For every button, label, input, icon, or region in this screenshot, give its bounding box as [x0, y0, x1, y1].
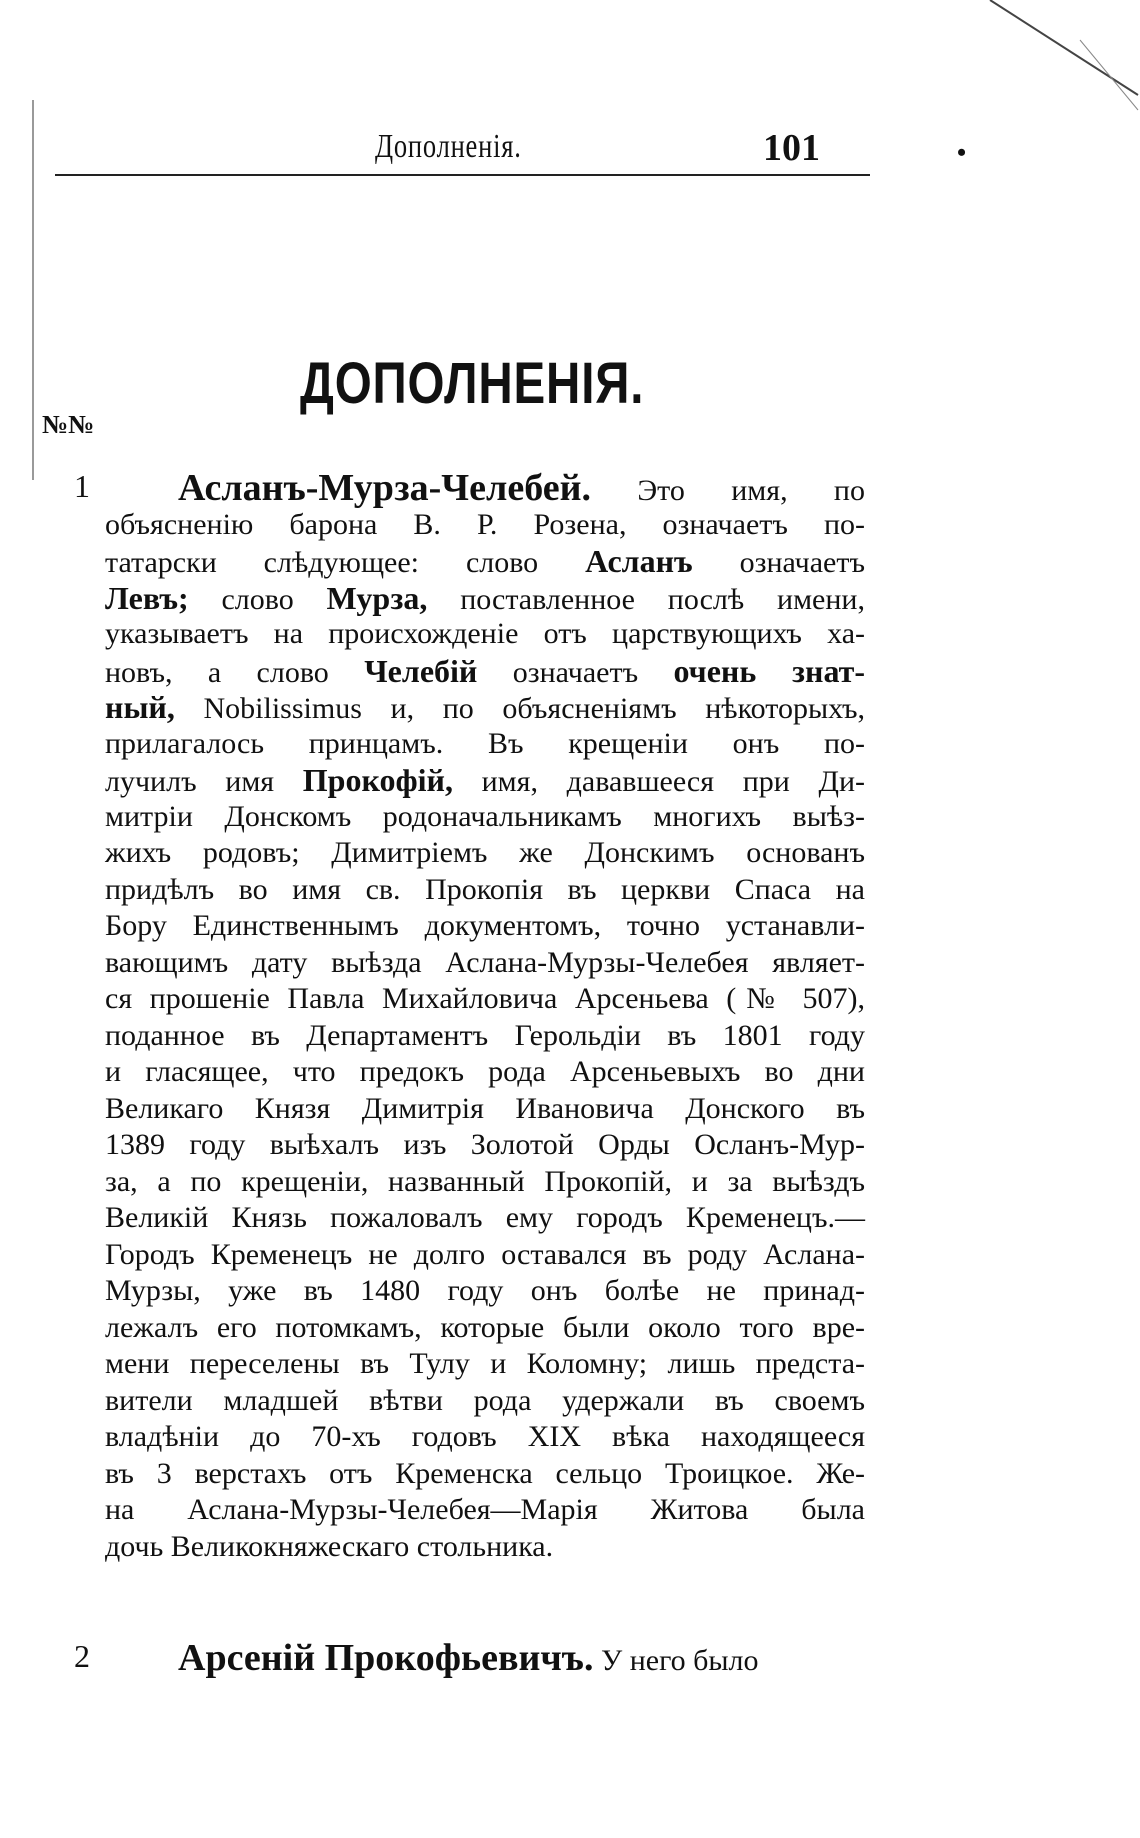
running-title: Дополненія. [375, 128, 522, 165]
margin-number-sign: №№ [42, 410, 95, 439]
text-run: вители младшей вѣтви рода удержали въ своемъ [105, 1383, 865, 1417]
text-line [105, 1529, 865, 1565]
text-line [105, 799, 865, 835]
text-line [105, 1419, 865, 1455]
text-run: митріи Донскомъ родоначальникамъ многихъ выѣз- [105, 799, 865, 833]
running-head [55, 127, 967, 176]
text-line [105, 1200, 865, 1236]
text-run: татарски слѣдующее: слово [105, 546, 586, 579]
bold-term: Асланъ [585, 543, 693, 579]
text-run: объясненію барона В. Р. Розена, означаетъ по- [105, 507, 865, 541]
scan-margin-rule [32, 100, 34, 480]
text-line [105, 1054, 865, 1090]
bold-term: Левъ; [105, 579, 189, 616]
text-line [105, 872, 865, 908]
text-run: придѣлъ во имя св. Прокопія въ церкви Спаса на [105, 872, 865, 906]
text-run: указываетъ на происхожденіе отъ царствующихъ ха- [105, 617, 865, 650]
text-run: Мурзы, уже въ 1480 году онъ болѣе не принад- [105, 1274, 865, 1307]
text-run: вающимъ дату выѣзда Аслана-Мурзы-Челебея являет- [105, 945, 865, 979]
text-line [105, 726, 865, 762]
text-run: Это имя, по [590, 474, 865, 507]
text-line [105, 1310, 865, 1346]
text-run: мени переселены въ Тулу и Коломну; лишь предста- [105, 1347, 865, 1380]
text-run: на Аслана-Мурзы-Челебея—Марія Житова была [105, 1493, 865, 1526]
text-line [105, 1383, 865, 1419]
text-line [105, 1164, 865, 1200]
text-line [105, 981, 865, 1017]
text-run: Городъ Кременецъ не долго оставался въ роду Аслана- [105, 1237, 865, 1271]
text-line [105, 835, 865, 871]
text-run: прилагалось принцамъ. Въ крещеніи онъ по- [105, 726, 865, 760]
bold-term: ный, [105, 689, 175, 725]
text-run: за, а по крещеніи, названный Прокопій, и за выѣздъ [105, 1164, 865, 1198]
text-line [105, 1091, 865, 1127]
text-run: поставленное послѣ имени, [427, 582, 865, 616]
text-run: лежалъ его потомкамъ, которые были около того вре- [105, 1310, 865, 1344]
text-line [105, 1492, 865, 1528]
section-title: ДОПОЛНЕНІЯ. [300, 351, 645, 416]
text-line [105, 1456, 865, 1492]
text-run: означаетъ [692, 546, 865, 579]
text-run: жихъ родовъ; Димитріемъ же Донскимъ основанъ [105, 836, 865, 869]
text-line [105, 616, 865, 652]
text-run: и гласящее, что предокъ рода Арсеньевыхъ во дни [105, 1055, 865, 1088]
page-number: 101 [763, 127, 820, 169]
text-line [105, 653, 865, 689]
text-line [105, 543, 865, 579]
text-run: новъ, а слово [105, 655, 365, 689]
text-line [105, 507, 865, 543]
entry-number: 1 [74, 468, 90, 504]
text-line [105, 908, 865, 944]
text-run: Великій Князь пожаловалъ ему городъ Кременецъ.— [105, 1201, 865, 1234]
text-run: слово [188, 582, 327, 616]
bold-term: очень знат- [673, 652, 865, 689]
text-run: Nobilissimus и, по объясненіямъ нѣкоторыхъ, [174, 692, 865, 725]
text-line [105, 1273, 865, 1309]
bold-term: Асланъ-Мурза-Челебей. [178, 467, 591, 509]
text-run: Бору Единственнымъ документомъ, точно устанавли- [105, 909, 865, 942]
text-line [105, 1346, 865, 1382]
margin-dot: • [957, 138, 967, 167]
text-line [178, 1637, 865, 1679]
text-line [105, 1018, 865, 1054]
text-line [178, 467, 865, 509]
text-run: ся прошеніе Павла Михайловича Арсеньева (№ 507), [105, 982, 865, 1015]
text-run: дочь Великокняжескаго стольника. [105, 1529, 554, 1563]
text-line [105, 689, 865, 725]
text-line [105, 1127, 865, 1163]
text-run: 1389 году выѣхалъ изъ Золотой Орды Осланъ-Мур- [105, 1128, 865, 1161]
header-rule [55, 174, 870, 176]
bold-term: Арсеній Прокофьевичъ. [178, 1637, 594, 1679]
text-run: У него было [593, 1644, 759, 1677]
text-run: Великаго Князя Димитрія Ивановича Донского въ [105, 1091, 865, 1125]
bold-term: Мурза, [326, 579, 428, 616]
text-run: владѣніи до 70-хъ годовъ XIX вѣка находящееся [105, 1420, 865, 1453]
text-line [105, 945, 865, 981]
text-line [105, 580, 865, 616]
text-run: лучилъ имя [105, 765, 303, 798]
text-line [105, 1237, 865, 1273]
text-line [105, 762, 865, 798]
entry-number: 2 [74, 1638, 90, 1674]
text-run: поданное въ Департаментъ Герольдіи въ 1801 году [105, 1018, 865, 1052]
bold-term: Челебій [364, 652, 478, 689]
text-run: имя, дававшееся при Ди- [452, 765, 865, 798]
text-run: въ 3 верстахъ отъ Кременска сельцо Троицкое. Же- [105, 1456, 865, 1490]
scan-corner-mark [970, 0, 1140, 120]
bold-term: Прокофій, [302, 762, 453, 798]
text-run: означаетъ [477, 655, 674, 689]
